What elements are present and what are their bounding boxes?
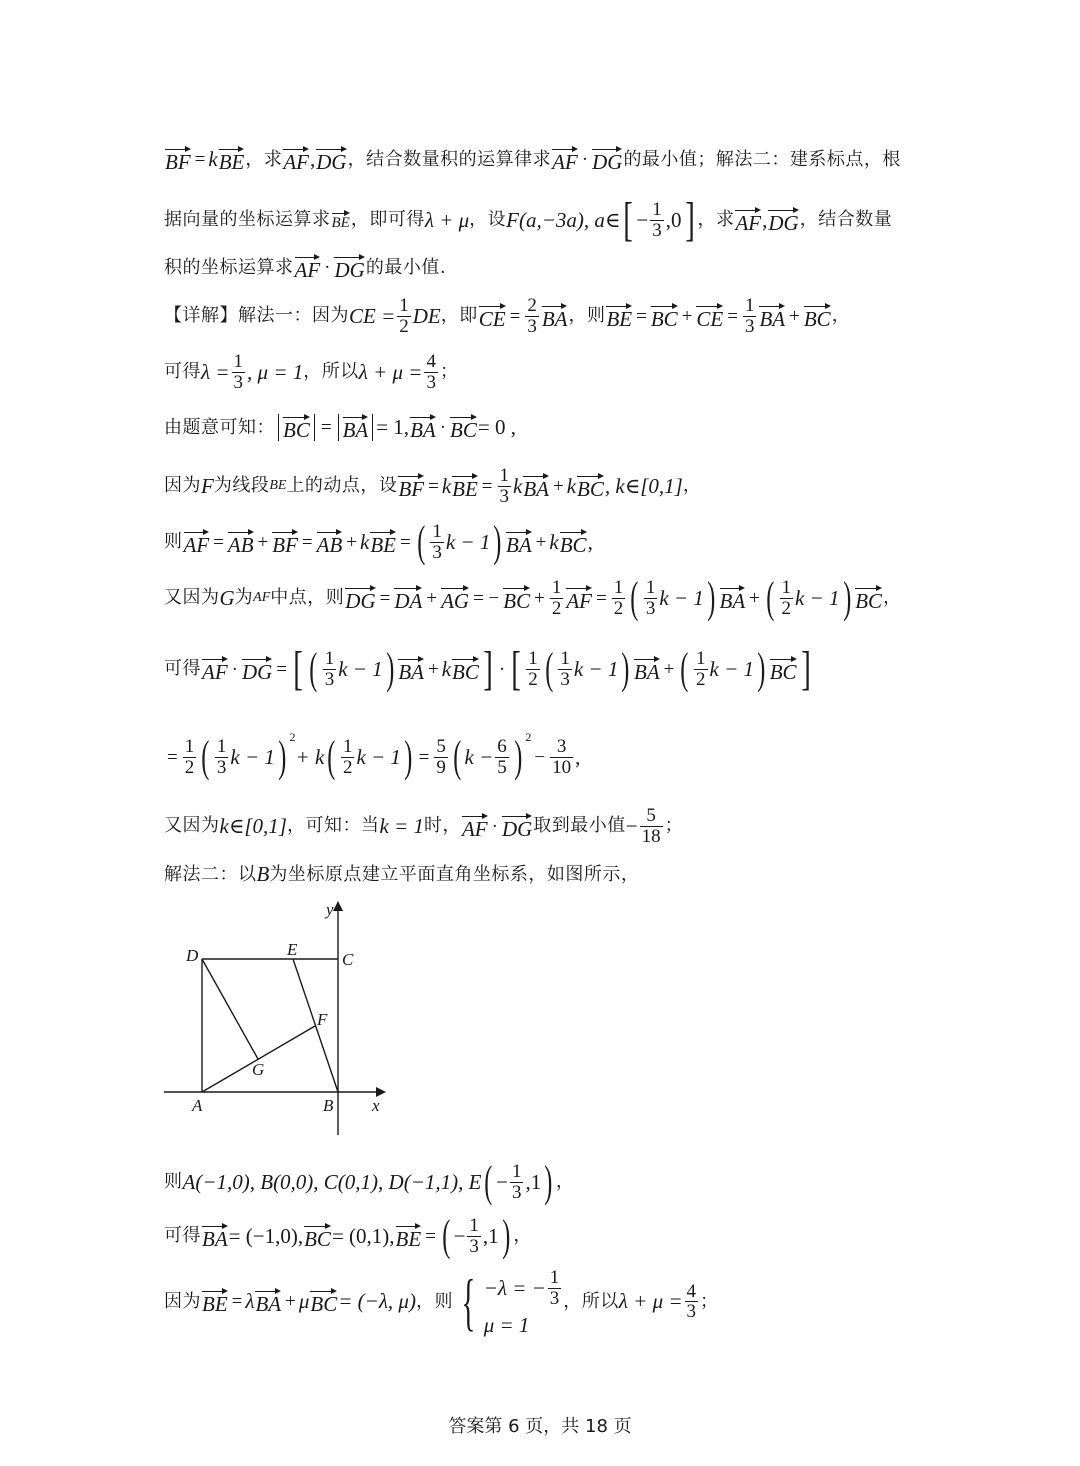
vector-af: AF: [552, 146, 578, 173]
label-e: E: [287, 940, 298, 959]
vector-dg: DG: [334, 254, 364, 281]
intro-line-2: 据向量的坐标运算求 BE ，即可得 λ + μ ，设 F(a,−3a), a∈ [ − $\frac{1}{3}$ ,0 ] ，求 AF , DG ，结合数量: [164, 193, 893, 246]
section-heading: 【详解】解法一：因为: [164, 305, 349, 327]
label-a: A: [192, 1096, 203, 1115]
coordinate-diagram: [160, 895, 400, 1145]
fraction: $\frac{1}{3}$: [652, 198, 662, 241]
vector-af: AF: [735, 207, 761, 234]
label-d: D: [186, 946, 199, 965]
page-footer: 答案第 6 页，共 18 页: [448, 1416, 632, 1437]
intro-line-1: BF = k BE ，求 AF , DG ，结合数量积的运算律求 AF · DG 的最小值；解法二：建系标点，根: [165, 147, 901, 174]
vector-be: BE: [332, 210, 350, 231]
method1-line-4: 因为 F 为线段 BE 上的动点，设 BF = k BE = $\frac{1}{3}$ k BA + k BC , k∈[0,1] ，: [164, 465, 702, 507]
label-c: C: [342, 950, 354, 969]
vector-af: AF: [283, 146, 309, 173]
label-x: x: [372, 1096, 380, 1115]
method2-line-3: 因为 BE = λ BA + μ BC = (−λ, μ) ，则 { −λ = − $\frac{1}{3}$ μ = 1 ，所以 λ + μ = $\frac{4}{3}$ ；: [164, 1265, 719, 1337]
method1-line-5: 则 AF = AB + BF = AB + k BE = ( $\frac{1}{3}$ k − 1 ) BA + k BC ,: [164, 517, 593, 566]
intro-line-3: 积的坐标运算求 AF · DG 的最小值.: [164, 254, 446, 281]
label-y: y: [326, 900, 334, 919]
vector-dg: DG: [316, 146, 346, 173]
label-g: G: [252, 1060, 265, 1079]
vector-af: AF: [295, 254, 321, 281]
method1-line-1: 【详解】解法一：因为 CE = $\frac{1}{2}$ DE ，即 CE = $\frac{2}{3}$ BA ，则 BE = BC + CE = $\frac{1}{3}$ BA + BC ，: [164, 295, 851, 337]
label-b: B: [323, 1096, 334, 1115]
method1-line-8: = $\frac{1}{2}$ ( $\frac{1}{3}$ k − 1 ) 2 + k ( $\frac{1}{2}$ k − 1 ) = $\frac{5}{9}$ ( k − $\frac{6}{5}$ ) 2 − $\frac{3}{10}$ ,: [167, 730, 581, 781]
method1-line-3: 由题意可知： BC = BA = 1, BA · BC = 0 ,: [164, 415, 516, 442]
method2-line-2: 可得 BA = (−1,0), BC = (0,1), BE = ( − $\frac{1}{3}$ ,1 ) ，: [164, 1211, 532, 1260]
method1-line-2: 可得 λ = $\frac{1}{3}$ , μ = 1 ，所以 λ + μ = $\frac{4}{3}$ ；: [164, 351, 459, 393]
equation-system: { −λ = − $\frac{1}{3}$ μ = 1: [461, 1265, 560, 1337]
vector-bf: BF: [165, 146, 191, 173]
vector-dg: DG: [592, 146, 622, 173]
method1-line-6: 又因为 G 为 AF 中点，则 DG = DA + AG = − BC + $\frac{1}{2}$ AF = $\frac{1}{2}$ ( $\frac{1}{3}$ k − 1 ) BA + ( $\frac{1}{2}$ k − 1 ) BC ，: [164, 573, 902, 622]
label-f: F: [317, 1010, 328, 1029]
method1-line-7: 可得 AF · DG = [ ( $\frac{1}{3}$ k − 1 ) BA + k BC ] · [ $\frac{1}{2}$ ( $\frac{1}{3}$ k − 1 ) BA + ( $\frac{1}{2}$ k − 1 ) BC ]: [164, 642, 811, 695]
vector-be: BE: [219, 146, 245, 173]
vector-dg: DG: [768, 207, 798, 234]
method2-heading: 解法二：以 B 为坐标原点建立平面直角坐标系，如图所示，: [164, 862, 640, 886]
method1-line-9: 又因为 k∈[0,1] ，可知：当 k = 1 时， AF · DG 取到最小值 − $\frac{5}{18}$ ；: [164, 805, 684, 847]
method2-line-1: 则 A(−1,0), B(0,0), C(0,1), D(−1,1), E ( − $\frac{1}{3}$ ,1 ) ，: [164, 1157, 575, 1206]
